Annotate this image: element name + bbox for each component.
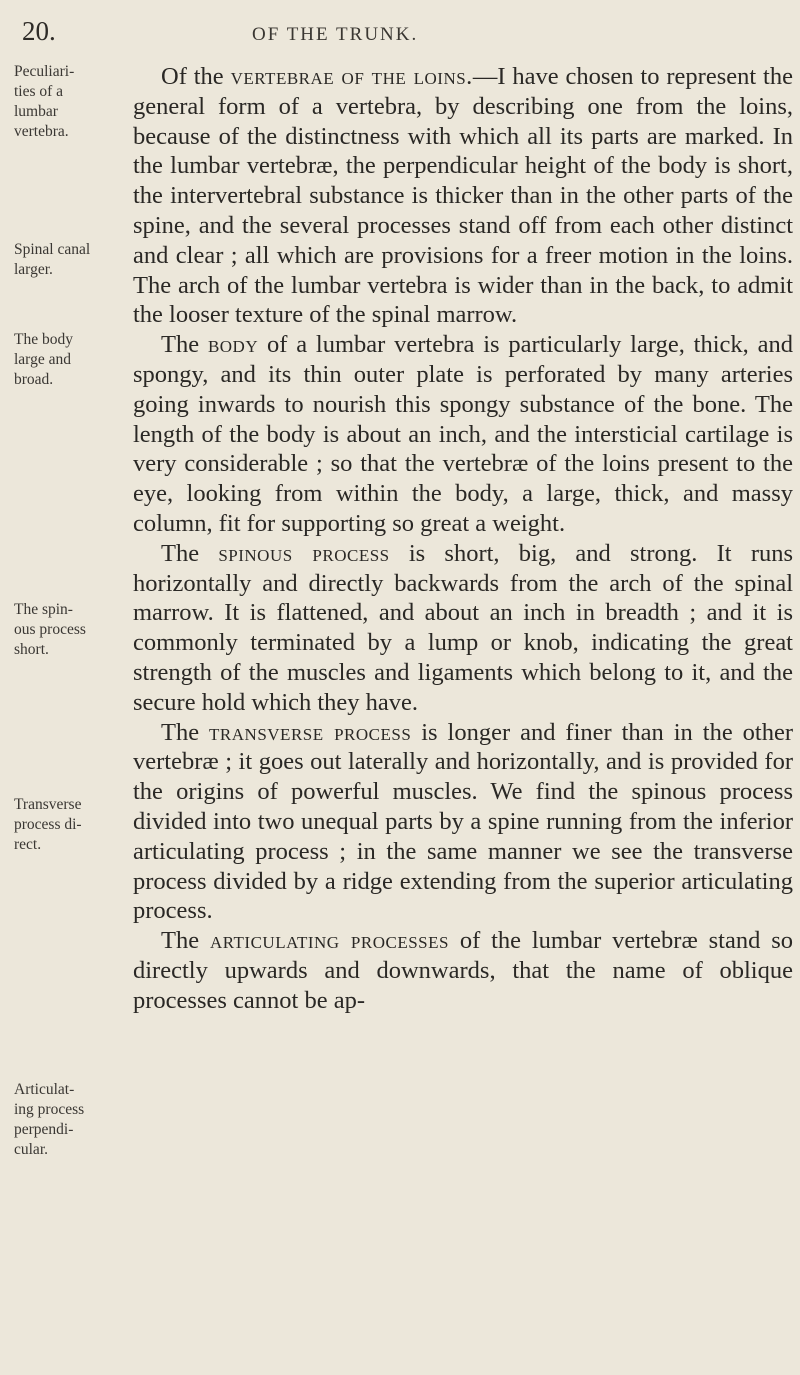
sidenote bbox=[14, 1080, 104, 1160]
sidenote-line: large and bbox=[14, 351, 71, 368]
page-number: 20. bbox=[22, 16, 56, 46]
sidenote-line: rect. bbox=[14, 836, 42, 853]
sidenote-line: broad. bbox=[14, 371, 54, 388]
sidenote-line: vertebra. bbox=[14, 123, 69, 140]
sidenote-line: Articulat- bbox=[14, 1081, 75, 1098]
sidenote-line: lumbar bbox=[14, 103, 58, 120]
paragraph: The articulating processes of the lumbar vertebræ stand so directly upwards and downwards, that the name of oblique processes cannot be ap- bbox=[133, 927, 793, 1014]
sidenote bbox=[14, 795, 104, 855]
sidenote-line: The spin- bbox=[14, 601, 73, 618]
sidenote-line: ing process bbox=[14, 1101, 85, 1118]
sidenote-line: cular. bbox=[14, 1141, 48, 1158]
paragraph: The spinous process is short, big, and strong. It runs horizontally and directly backwards from the arch of the spinal marrow. It is flattened, and about an inch in breadth ; and it is commonly terminated by a lump or knob, indicating the great strength of the muscles and ligaments which belong to it, and the secure hold which they have. bbox=[133, 539, 794, 716]
running-head: OF THE TRUNK. bbox=[252, 24, 419, 45]
main-text bbox=[133, 62, 793, 1016]
sidenote-line: Spinal canal bbox=[14, 241, 91, 258]
sidenote-line: short. bbox=[14, 641, 49, 658]
sidenote bbox=[14, 330, 104, 390]
sidenote-line: larger. bbox=[14, 261, 53, 278]
paragraph: The body of a lumbar vertebra is particularly large, thick, and spongy, and its thin outer plate is perforated by many arteries going inwards to nourish this spongy substance of the bone. The length of the body is about an inch, and the intersticial cartilage is very considerable ; so that the vertebræ of the loins present to the eye, looking from within the body, a large, thick, and massy column, fit for supporting so great a weight. bbox=[133, 331, 793, 537]
sidenote-line: The body bbox=[14, 331, 73, 348]
paragraph: Of the vertebrae of the loins.—I have chosen to represent the general form of a vertebra, by describing one from the loins, because of the distinctness with which all its parts are marked. In the lumbar vertebræ, the perpendicular height of the body is short, the intervertebral substance is thicker than in the other parts of the spine, and the several processes stand off from each other distinct and clear ; all which are provisions for a freer motion in the loins. The arch of the lumbar vertebra is wider than in the back, to admit the looser texture of the spinal marrow. bbox=[133, 63, 793, 329]
sidenote-line: perpendi- bbox=[14, 1121, 74, 1138]
sidenote-line: process di- bbox=[14, 816, 82, 833]
sidenote bbox=[14, 600, 104, 660]
sidenote-line: ties of a bbox=[14, 83, 64, 100]
sidenote-line: ous process bbox=[14, 621, 86, 638]
sidenote-line: Transverse bbox=[14, 796, 82, 813]
sidenote bbox=[14, 62, 104, 142]
sidenote bbox=[14, 240, 104, 280]
sidenote-line: Peculiari- bbox=[14, 63, 75, 80]
paragraph: The transverse process is longer and finer than in the other vertebræ ; it goes out laterally and horizontally, and is provided for the origins of powerful muscles. We find the spinous process divided into two unequal parts by a spine running from the inferior articulating process ; in the same manner we see the transverse process divided by a ridge extending from the superior articulating process. bbox=[133, 718, 793, 925]
